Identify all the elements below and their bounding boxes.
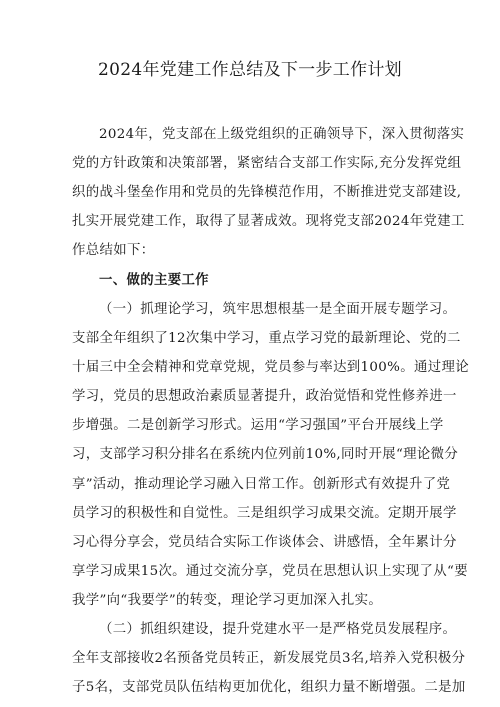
paragraph-line: 扎实开展党建工作，取得了显著成效。现将党支部2024年党建工 bbox=[72, 214, 465, 230]
paragraph-line: 织的战斗堡垒作用和党员的先锋模范作用，不断推进党支部建设, bbox=[72, 185, 462, 201]
section-heading-block bbox=[72, 266, 444, 295]
paragraph-line: 党的方针政策和决策部署，紧密结合支部工作实际,充分发挥党组 bbox=[72, 156, 462, 172]
paragraph-line: 支部全年组织了12次集中学习，重点学习党的最新理论、党的二 bbox=[72, 331, 461, 347]
paragraph-line: 习心得分享会，党员结合实际工作谈体会、讲感悟，全年累计分 bbox=[72, 534, 457, 550]
document-title: 2024年党建工作总结及下一步工作计划 bbox=[98, 60, 402, 80]
paragraph-line: 子5名，支部党员队伍结构更加优化，组织力量不断增强。二是加 bbox=[72, 680, 466, 696]
paragraph-line: 作总结如下： bbox=[72, 243, 155, 259]
intro-paragraph bbox=[72, 120, 465, 265]
paragraph-line: 我学”向“我要学”的转变，理论学习更加深入扎实。 bbox=[72, 592, 383, 608]
section-heading: 一、做的主要工作 bbox=[99, 272, 209, 288]
paragraph-line: 十届三中全会精神和党章党规，党员参与率达到100%。通过理论 bbox=[72, 360, 469, 376]
paragraph-line: （二）抓组织建设，提升党建水平一是严格党员发展程序。 bbox=[99, 622, 457, 637]
paragraph-line: 全年支部接收2名预备党员转正，新发展党员3名,培养入党积极分 bbox=[72, 651, 466, 667]
paragraph-line: 步增强。二是创新学习形式。运用“学习强国”平台开展线上学 bbox=[72, 418, 444, 434]
organization-paragraph bbox=[72, 615, 466, 702]
paragraph-line: 享”活动，推动理论学习融入日常工作。创新形式有效提升了党 bbox=[72, 476, 451, 492]
paragraph-line: （一）抓理论学习，筑牢思想根基一是全面开展专题学习。 bbox=[99, 302, 457, 317]
theory-study-paragraph bbox=[72, 295, 469, 615]
paragraph-line: 习，支部学习积分排名在系统内位列前10%,同时开展“理论微分 bbox=[72, 447, 459, 463]
paragraph-line: 员学习的积极性和自觉性。三是组织学习成果交流。定期开展学 bbox=[72, 505, 457, 521]
paragraph-line: 学习，党员的思想政治素质显著提升，政治觉悟和党性修养进一 bbox=[72, 389, 457, 405]
paragraph-line: 2024年，党支部在上级党组织的正确领导下，深入贯彻落实 bbox=[99, 127, 465, 142]
paragraph-line: 享学习成果15次。通过交流分享，党员在思想认识上实现了从“要 bbox=[72, 563, 468, 579]
